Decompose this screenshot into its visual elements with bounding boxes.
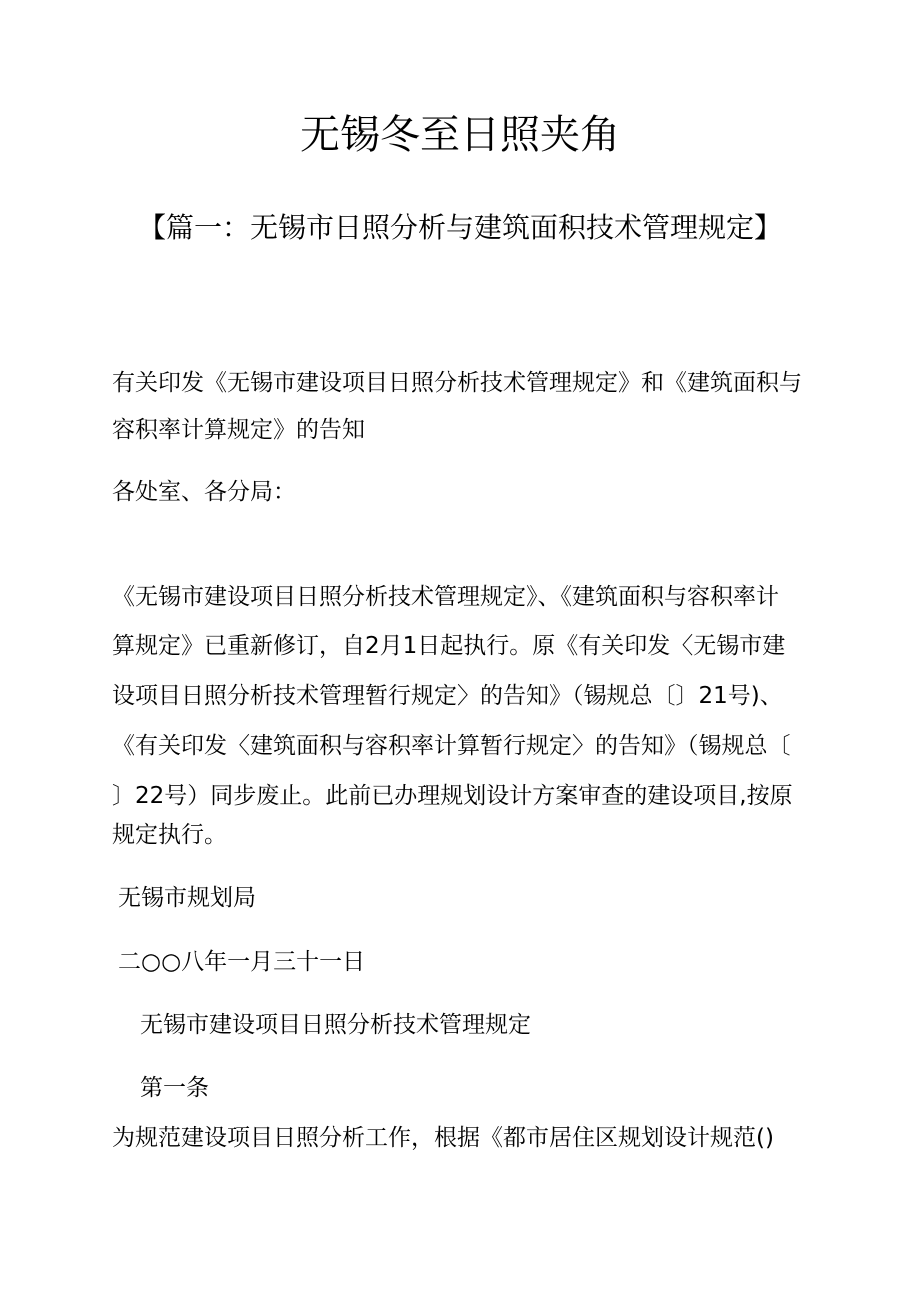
body-line: 《有关印发〈建筑面积与容积率计算暂行规定〉的告知》（锡规总〔 [112, 733, 791, 759]
issuer: 无锡市规划局 [118, 885, 256, 911]
section-heading: 【篇一：无锡市日照分析与建筑面积技术管理规定】 [137, 211, 782, 244]
document-title: 无锡冬至日照夹角 [300, 112, 620, 158]
article-heading: 第一条 [140, 1075, 209, 1101]
body-line: 规定执行。 [112, 822, 227, 848]
article-text: 为规范建设项目日照分析工作，根据《都市居住区规划设计规范() [112, 1125, 774, 1151]
regulation-title: 无锡市建设项目日照分析技术管理规定 [140, 1012, 531, 1038]
issue-date: 二○○八年一月三十一日 [118, 949, 366, 975]
notice-title-line: 有关印发《无锡市建设项目日照分析技术管理规定》和《建筑面积与 [112, 370, 802, 396]
salutation: 各处室、各分局： [112, 479, 296, 505]
body-line: 《无锡市建设项目日照分析技术管理规定》、《建筑面积与容积率计 [112, 584, 779, 610]
body-line: 设项目日照分析技术管理暂行规定〉的告知》（锡规总〔〕21号)、 [112, 683, 783, 709]
body-line: 算规定》已重新修订，自2月1日起执行。原《有关印发〈无锡市建 [112, 633, 786, 659]
notice-title-line: 容积率计算规定》的告知 [112, 417, 365, 443]
body-line: 〕22号）同步废止。此前已办理规划设计方案审查的建设项目,按原 [112, 783, 793, 809]
